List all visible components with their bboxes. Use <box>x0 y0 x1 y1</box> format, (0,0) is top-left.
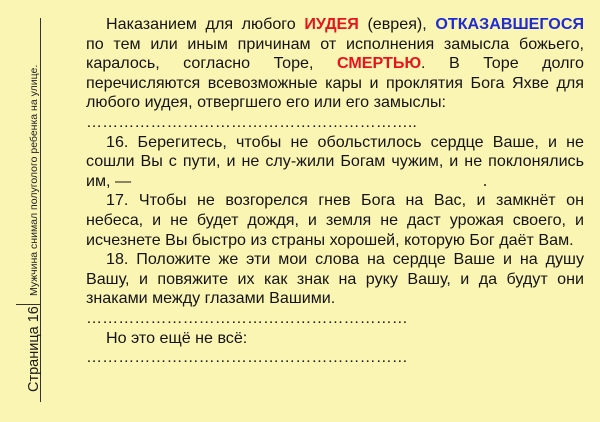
ellipsis-line-1: …………………………………………………….. <box>86 112 417 131</box>
verse-17: 17. Чтобы не возгорелся гнев Бога на Вас, и замкнёт он небеса, и не будет дождя, и земля не даст урожая своего, и исчезнете Вы быстро из страны хорошей, которую Бог даёт Вам. <box>86 191 584 249</box>
ellipsis-line-2: …………………………………………………… <box>86 308 408 327</box>
document-body <box>86 15 584 368</box>
page-sidebar <box>0 0 44 422</box>
intro-text-d: . В Торе долго перечисляются всевозможные кары и проклятия Бога Яхве для любого иудея, отвергшего его или его замыслы: <box>86 54 584 112</box>
intro-paragraph <box>86 15 584 113</box>
highlight-otkazavshegosya: ОТКАЗАВШЕГОСЯ <box>435 15 585 33</box>
stray-dot <box>484 184 486 186</box>
verse-18: 18. Положите же эти мои слова на сердце Ваше и на душу Вашу, и повяжите их как знак на руку Вашу, и да будут они знаками между глазами Вашими. <box>86 250 584 308</box>
sidebar-caption: Мужчина снимал полуголого ребенка на улице. <box>28 64 40 296</box>
intro-text-b: (еврея), <box>358 15 436 33</box>
closing-line: Но это ещё не всё: <box>106 328 248 347</box>
intro-text-c: по тем или иным причинам от исполнения замысла божьего, каралось, согласно Торе, <box>86 34 584 73</box>
page-number: Страница 16 <box>26 306 42 392</box>
highlight-iudeya: ИУДЕЯ <box>304 15 359 33</box>
intro-text-a: Наказанием для любого <box>106 15 305 33</box>
sidebar-horizontal-rule <box>16 304 41 305</box>
highlight-smertyu: СМЕРТЬЮ <box>336 54 422 73</box>
ellipsis-line-3: …………………………………………………… <box>86 348 408 367</box>
verse-16: 16. Берегитесь, чтобы не обольстилось сердце Ваше, и не сошли Вы с пути, и не слу-жили Богам чужим, и не поклонялись им, — <box>86 132 584 190</box>
